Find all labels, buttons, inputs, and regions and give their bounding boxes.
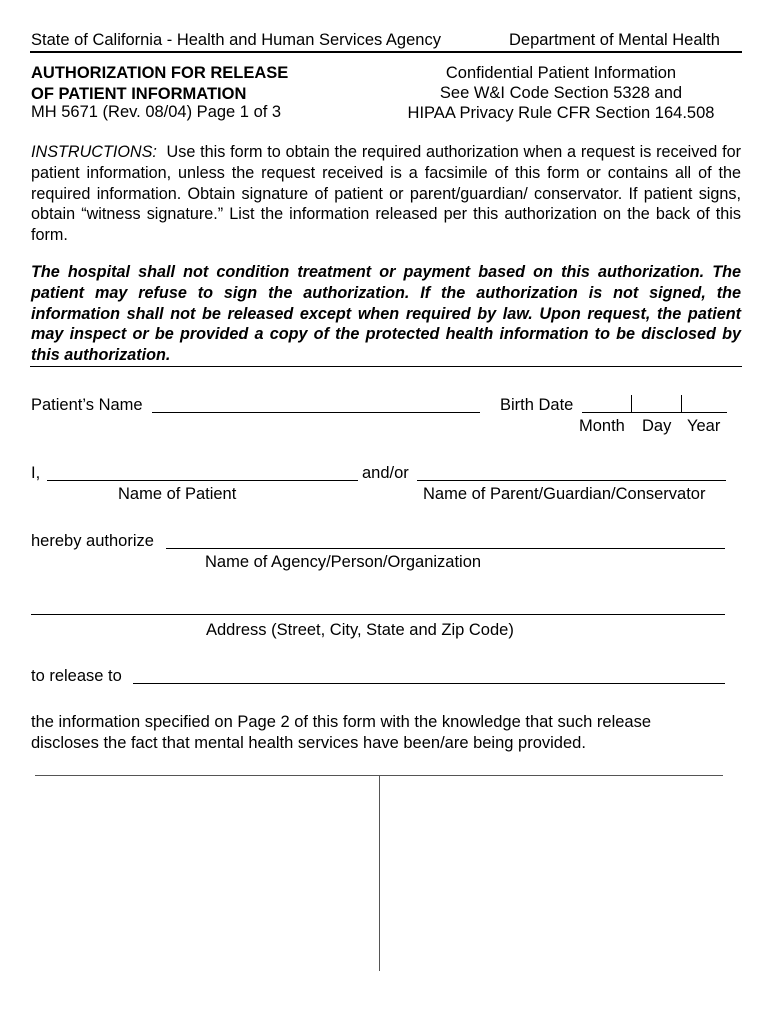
guardian-name-field[interactable] <box>417 480 726 481</box>
department-name: Department of Mental Health <box>509 31 720 49</box>
instructions-text: Use this form to obtain the required authorization when a request is received for patient information, unless the request received is a facsimile of this form or contains all of the required information. Obtain signature of patient or parent/guardian/ conservator. If patient signs, obtain “witness signature.” List the information released per this authorization on the back of this form. <box>31 143 742 245</box>
patient-name-signature-field[interactable] <box>47 480 358 481</box>
year-caption: Year <box>687 417 721 435</box>
form-title-line2: OF PATIENT INFORMATION <box>31 85 247 103</box>
header-divider <box>30 51 742 53</box>
birth-date-label: Birth Date <box>500 396 574 414</box>
confidentiality-line1: Confidential Patient Information <box>445 64 677 82</box>
confidentiality-line3: HIPAA Privacy Rule CFR Section 164.508 <box>407 104 715 122</box>
name-of-patient-caption: Name of Patient <box>118 485 237 503</box>
name-of-guardian-caption: Name of Parent/Guardian/Conservator <box>423 485 706 503</box>
warning-divider <box>30 366 742 367</box>
instructions-lead: INSTRUCTIONS: <box>31 143 157 161</box>
i-label: I, <box>31 464 41 482</box>
andor-label: and/or <box>362 464 409 482</box>
day-caption: Day <box>642 417 672 435</box>
release-to-field[interactable] <box>133 683 725 684</box>
confidentiality-notice <box>380 63 742 123</box>
patient-name-field[interactable] <box>152 412 480 413</box>
birth-date-separator-1 <box>631 395 632 412</box>
closing-statement-line1: the information specified on Page 2 of this form with the knowledge that such release <box>31 713 652 731</box>
address-field[interactable] <box>31 614 725 615</box>
address-caption: Address (Street, City, State and Zip Code) <box>206 621 514 639</box>
month-caption: Month <box>579 417 625 435</box>
authorization-warning: The hospital shall not condition treatment or payment based on this authorization. The patient may refuse to sign the authorization. If the authorization is not signed, the information shall not be released except when required by law. Upon request, the patient may inspect or be provided a copy of the protected health information to be disclosed by this authorization. <box>31 263 741 365</box>
hereby-authorize-label: hereby authorize <box>31 532 154 550</box>
agency-caption: Name of Agency/Person/Organization <box>205 553 482 571</box>
form-title-line1: AUTHORIZATION FOR RELEASE <box>31 64 289 82</box>
form-title <box>31 63 288 105</box>
agency-name-field[interactable] <box>166 548 725 549</box>
birth-date-field[interactable] <box>582 412 727 413</box>
signature-table-divider <box>379 775 380 971</box>
confidentiality-line2: See W&I Code Section 5328 and <box>439 84 683 102</box>
release-to-label: to release to <box>31 667 122 685</box>
instructions-paragraph <box>31 142 741 246</box>
birth-date-separator-2 <box>681 395 682 412</box>
patient-name-label: Patient’s Name <box>31 396 143 414</box>
closing-statement-line2: discloses the fact that mental health services have been/are being provided. <box>31 734 586 752</box>
agency-name: State of California - Health and Human Services Agency <box>31 31 441 49</box>
form-number: MH 5671 (Rev. 08/04) Page 1 of 3 <box>31 103 282 121</box>
